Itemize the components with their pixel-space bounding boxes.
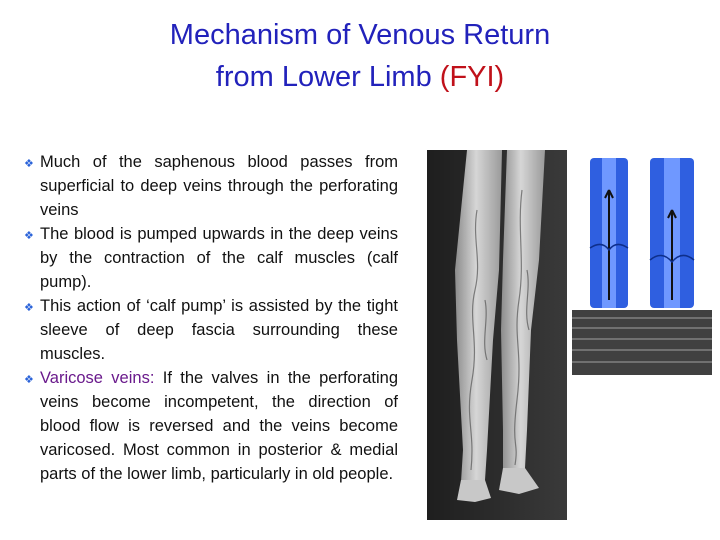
- title-line-2: [0, 56, 720, 98]
- bullet-text: [40, 366, 398, 486]
- bullet-term: Varicose veins:: [40, 369, 155, 387]
- title-fyi-tag: (FYI): [439, 61, 505, 93]
- bullet-item: [24, 222, 398, 294]
- bullet-text: Much of the saphenous blood passes from superficial to deep veins through the perforating veins: [40, 153, 398, 219]
- bullet-text-body: If the valves in the perforating veins become incompetent, the direction of blood flow is reversed and the veins become varicosed. Most common in posterior & medial parts of the lower limb, particularly in old people.: [40, 369, 398, 483]
- bullet-text: This action of ‘calf pump’ is assisted by the tight sleeve of deep fascia surrounding these muscles.: [40, 297, 398, 363]
- varicose-legs-photo: [427, 150, 567, 520]
- diamond-bullet-icon: ❖: [24, 230, 34, 242]
- slide-title: [0, 14, 720, 98]
- title-line-2-main: from Lower Limb: [215, 61, 440, 93]
- vein-valves-illustration: [572, 150, 712, 375]
- diamond-bullet-icon: ❖: [24, 302, 34, 314]
- vein-valve-diagram: [572, 150, 712, 375]
- legs-illustration: [427, 150, 567, 520]
- bullet-text: The blood is pumped upwards in the deep veins by the contraction of the calf muscles (calf pump).: [40, 225, 398, 291]
- title-line-1: Mechanism of Venous Return: [169, 19, 551, 51]
- diamond-bullet-icon: ❖: [24, 374, 34, 386]
- bullet-item: [24, 366, 398, 486]
- bullet-list: [24, 150, 398, 486]
- bullet-item: [24, 150, 398, 222]
- bullet-item: [24, 294, 398, 366]
- diamond-bullet-icon: ❖: [24, 158, 34, 170]
